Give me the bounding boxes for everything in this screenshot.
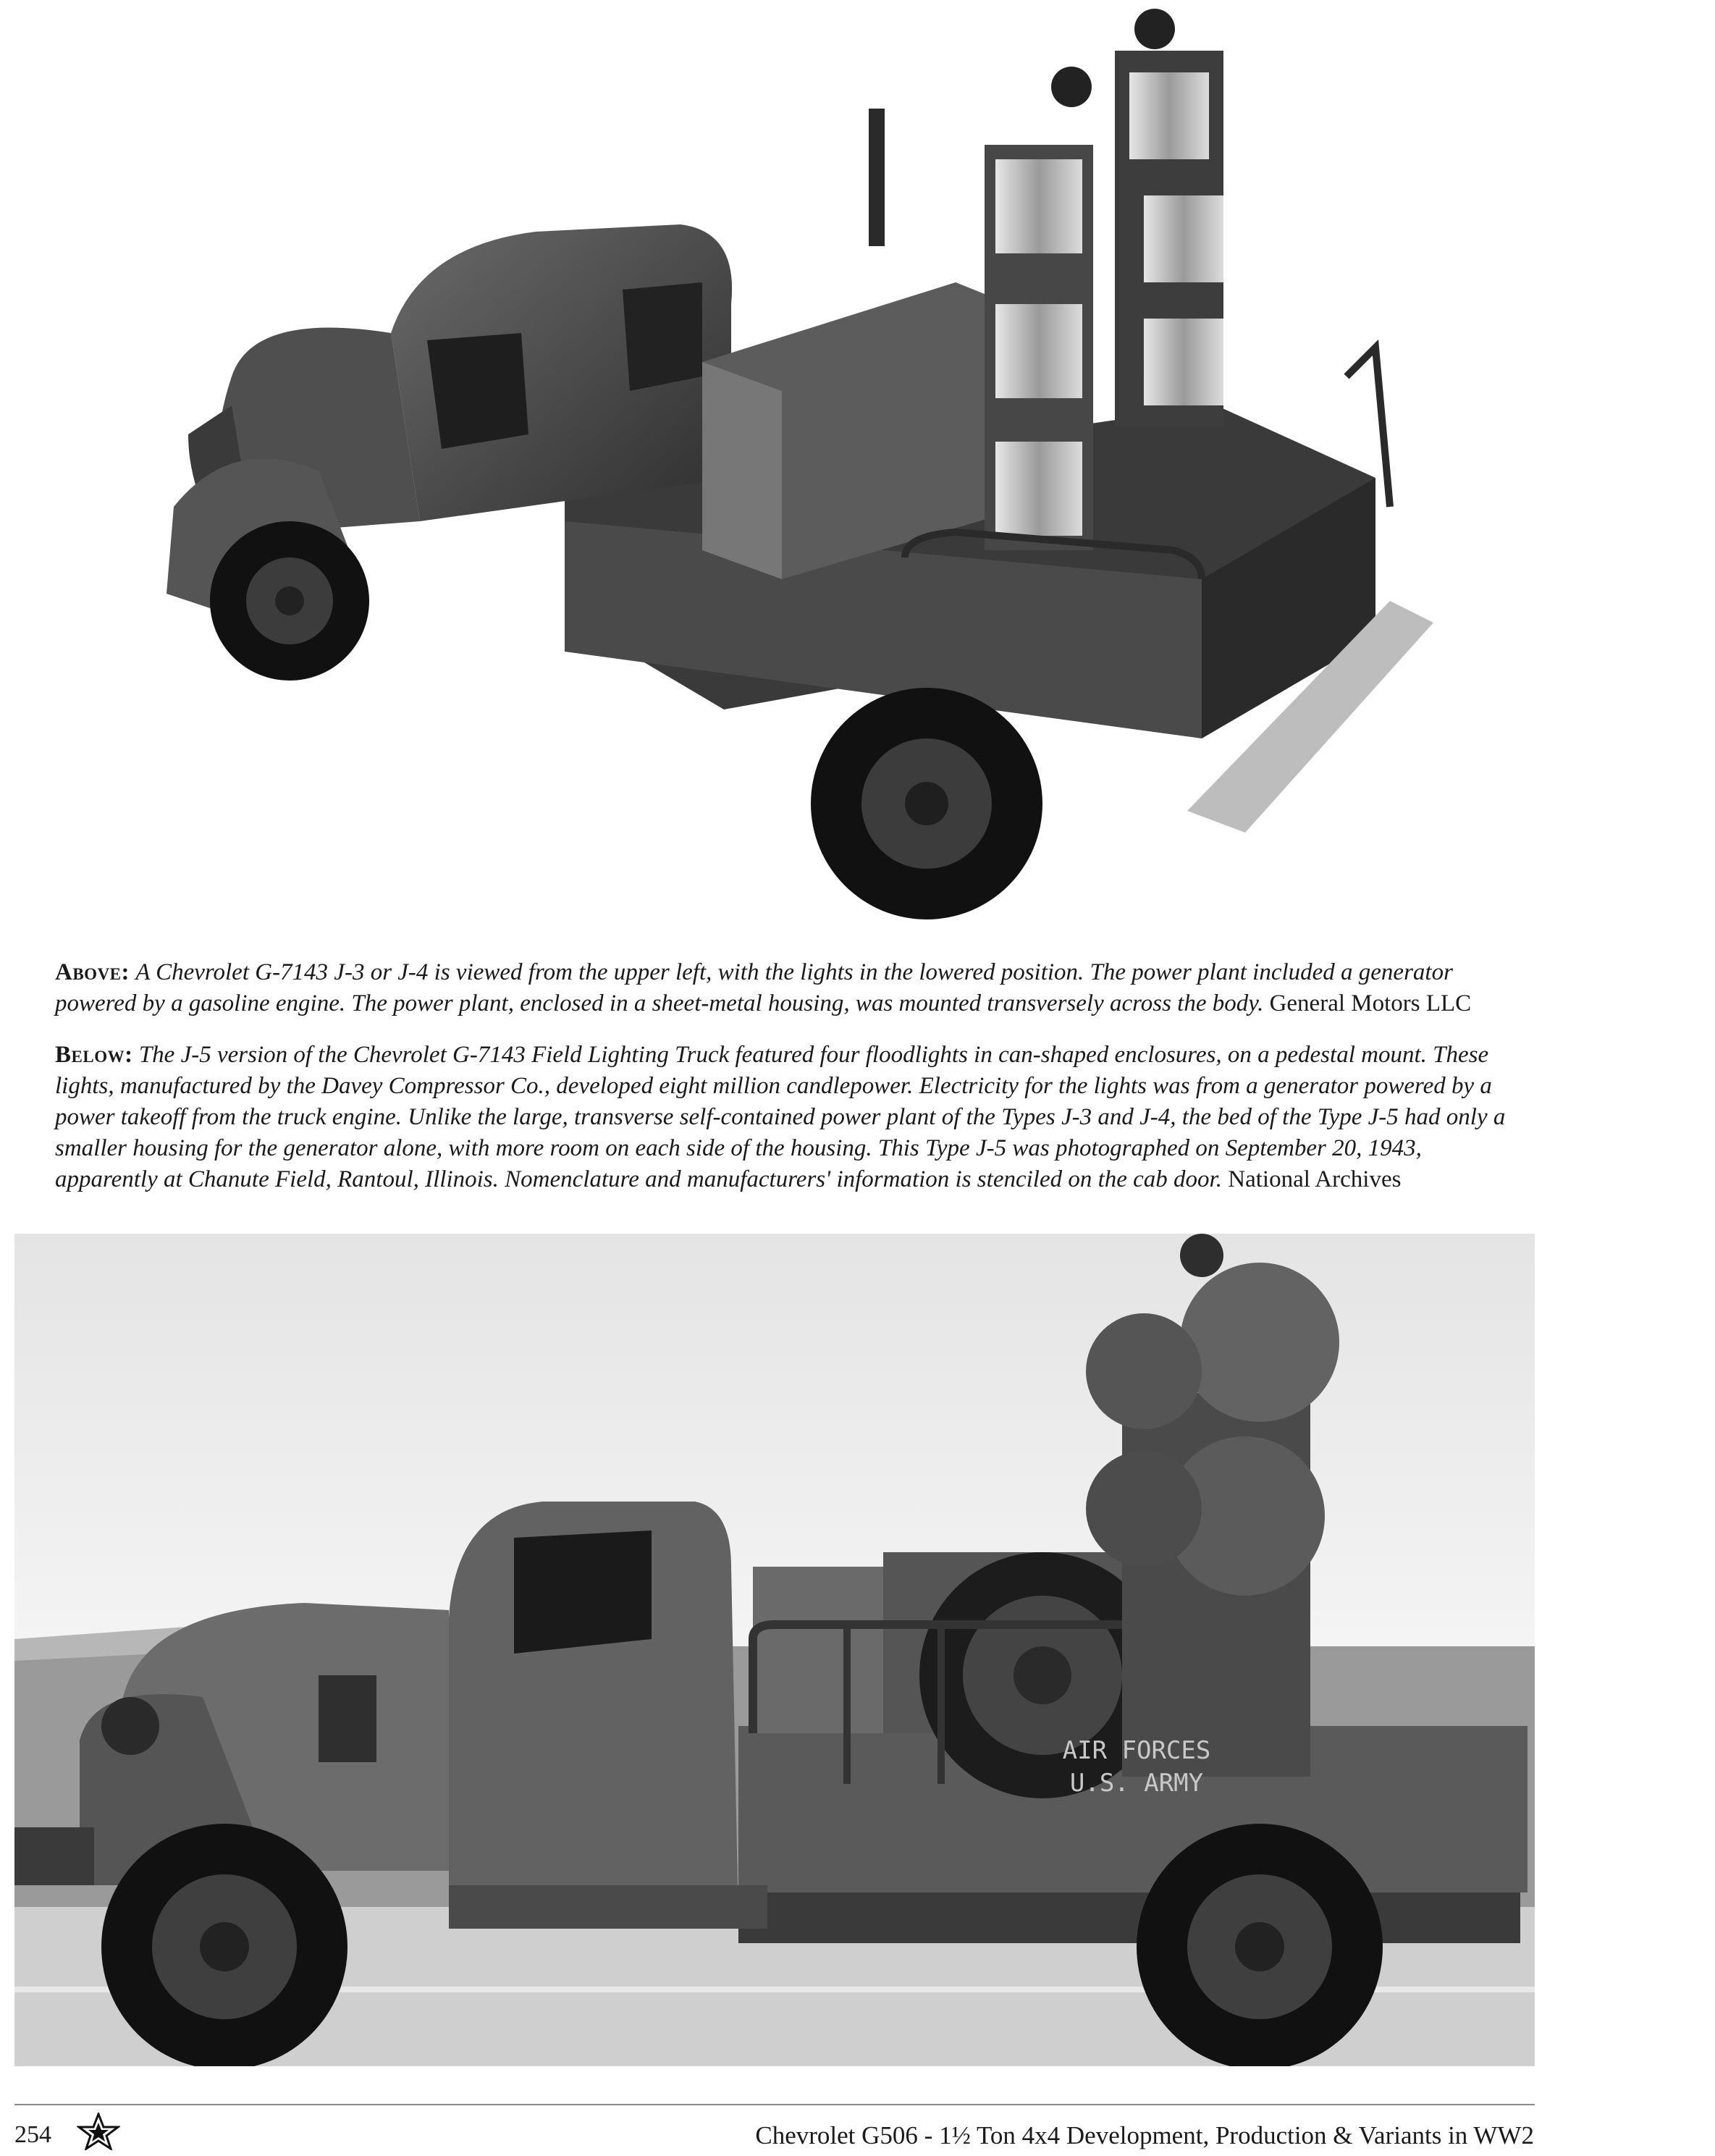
caption-above-credit: General Motors LLC (1269, 990, 1472, 1016)
bed-marking-line2: U.S. ARMY (1069, 1769, 1204, 1798)
page-number: 254 (14, 2121, 51, 2148)
caption-above-text: A Chevrolet G-7143 J-3 or J-4 is viewed from the upper left, with the lights in the lowered position. The power plant included a generator powered by a gasoline engine. The power plant, enclosed in a sheet-metal housing, was mounted transversely across the body. (55, 959, 1453, 1016)
photo-field-lighting-truck-j5 (14, 1234, 1535, 2066)
footer-rule (14, 2104, 1535, 2105)
bed-marking-line1: AIR FORCES (1062, 1736, 1211, 1765)
caption-below-credit: National Archives (1228, 1166, 1402, 1192)
photo-field-lighting-truck-j3-j4 (14, 0, 1528, 927)
caption-below (55, 1040, 1507, 1195)
star-logo-icon (77, 2113, 120, 2150)
running-title: Chevrolet G506 - 1½ Ton 4x4 Development, Production & Variants in WW2 (755, 2121, 1534, 2149)
caption-below-lead: Below: (55, 1042, 133, 1068)
caption-above (55, 957, 1507, 1019)
caption-above-lead: Above: (55, 959, 130, 985)
caption-below-text: The J-5 version of the Chevrolet G-7143 Field Lighting Truck featured four floodlights in can-shaped enclosures, on a pedestal mount. These lights, manufactured by the Davey Compressor Co., developed eight million candlepower. Electricity for the lights was from a generator powered by a power takeoff from the truck engine. Unlike the large, transverse self-contained power plant of the Types J-3 and J-4, the bed of the Type J-5 had only a smaller housing for the generator alone, with more room on each side of the housing. This Type J-5 was photographed on September 20, 1943, apparently at Chanute Field, Rantoul, Illinois. Nomenclature and manufacturers' information is stenciled on the cab door. (55, 1042, 1506, 1192)
